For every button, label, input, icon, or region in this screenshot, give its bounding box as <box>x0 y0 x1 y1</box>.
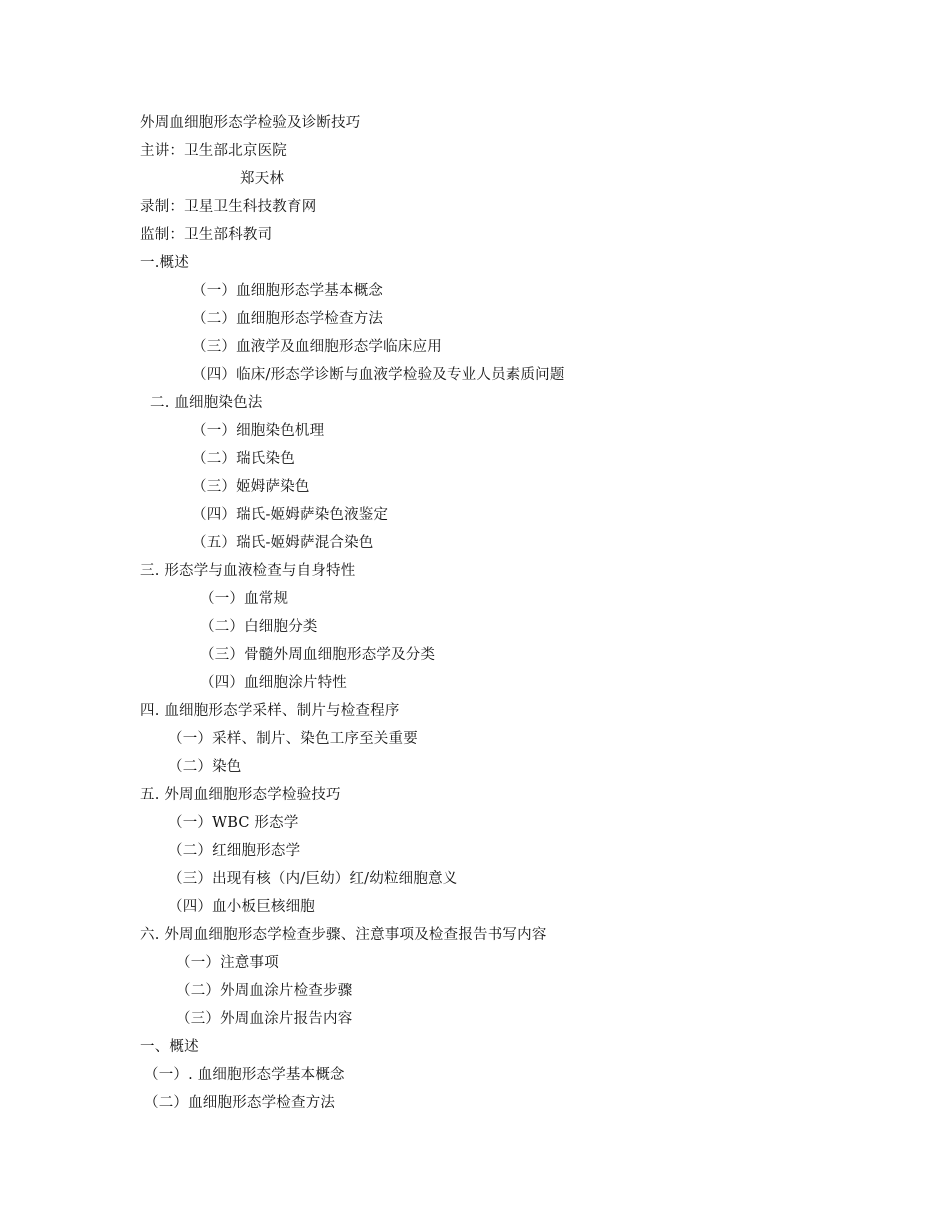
producer-line: 录制：卫星卫生科技教育网 <box>140 199 317 215</box>
section-heading: 一.概述 <box>140 255 189 271</box>
subsection-item: （二）外周血涂片检查步骤 <box>176 983 353 999</box>
subsection-item: （二）血细胞形态学检查方法 <box>144 1095 336 1111</box>
subsection-item: （四）血小板巨核细胞 <box>168 899 315 915</box>
subsection-item: （一）血常规 <box>200 591 289 607</box>
subsection-item: （三）姬姆萨染色 <box>192 479 310 495</box>
section-heading: 二. 血细胞染色法 <box>150 395 263 411</box>
subsection-item: （二）红细胞形态学 <box>168 843 301 859</box>
subsection-item: （二）染色 <box>168 759 242 775</box>
supervisor-line: 监制：卫生部科教司 <box>140 227 273 243</box>
subsection-item: （一）注意事项 <box>176 955 279 971</box>
subsection-item: （四）瑞氏-姬姆萨染色液鉴定 <box>192 507 389 523</box>
section-heading: 六. 外周血细胞形态学检查步骤、注意事项及检查报告书写内容 <box>140 927 547 943</box>
subsection-item: （三）外周血涂片报告内容 <box>176 1011 353 1027</box>
subsection-item: （五）瑞氏-姬姆萨混合染色 <box>192 535 374 551</box>
subsection-item: （四）血细胞涂片特性 <box>200 675 347 691</box>
subsection-item: （一）采样、制片、染色工序至关重要 <box>168 731 418 747</box>
subsection-item: （一）血细胞形态学基本概念 <box>192 283 384 299</box>
subsection-item: （一）. 血细胞形态学基本概念 <box>144 1067 345 1083</box>
subsection-item: （三）血液学及血细胞形态学临床应用 <box>192 339 442 355</box>
subsection-item: （二）白细胞分类 <box>200 619 318 635</box>
subsection-item: （一）细胞染色机理 <box>192 423 325 439</box>
subsection-item: （二）血细胞形态学检查方法 <box>192 311 384 327</box>
subsection-item: （二）瑞氏染色 <box>192 451 295 467</box>
section-heading: 四. 血细胞形态学采样、制片与检查程序 <box>140 703 400 719</box>
subsection-item: （四）临床/形态学诊断与血液学检验及专业人员素质问题 <box>192 367 565 383</box>
subsection-item: （三）出现有核（内/巨幼）红/幼粒细胞意义 <box>168 871 458 887</box>
subsection-item: （三）骨髓外周血细胞形态学及分类 <box>200 647 436 663</box>
section-heading: 五. 外周血细胞形态学检验技巧 <box>140 787 341 803</box>
lecturer-line: 主讲：卫生部北京医院 <box>140 143 287 159</box>
section-heading: 一、概述 <box>140 1039 199 1055</box>
subsection-item: （一）WBC 形态学 <box>168 815 299 831</box>
section-heading: 三. 形态学与血液检查与自身特性 <box>140 563 356 579</box>
lecturer-name: 郑天林 <box>240 171 285 187</box>
document-title: 外周血细胞形态学检验及诊断技巧 <box>140 115 361 131</box>
